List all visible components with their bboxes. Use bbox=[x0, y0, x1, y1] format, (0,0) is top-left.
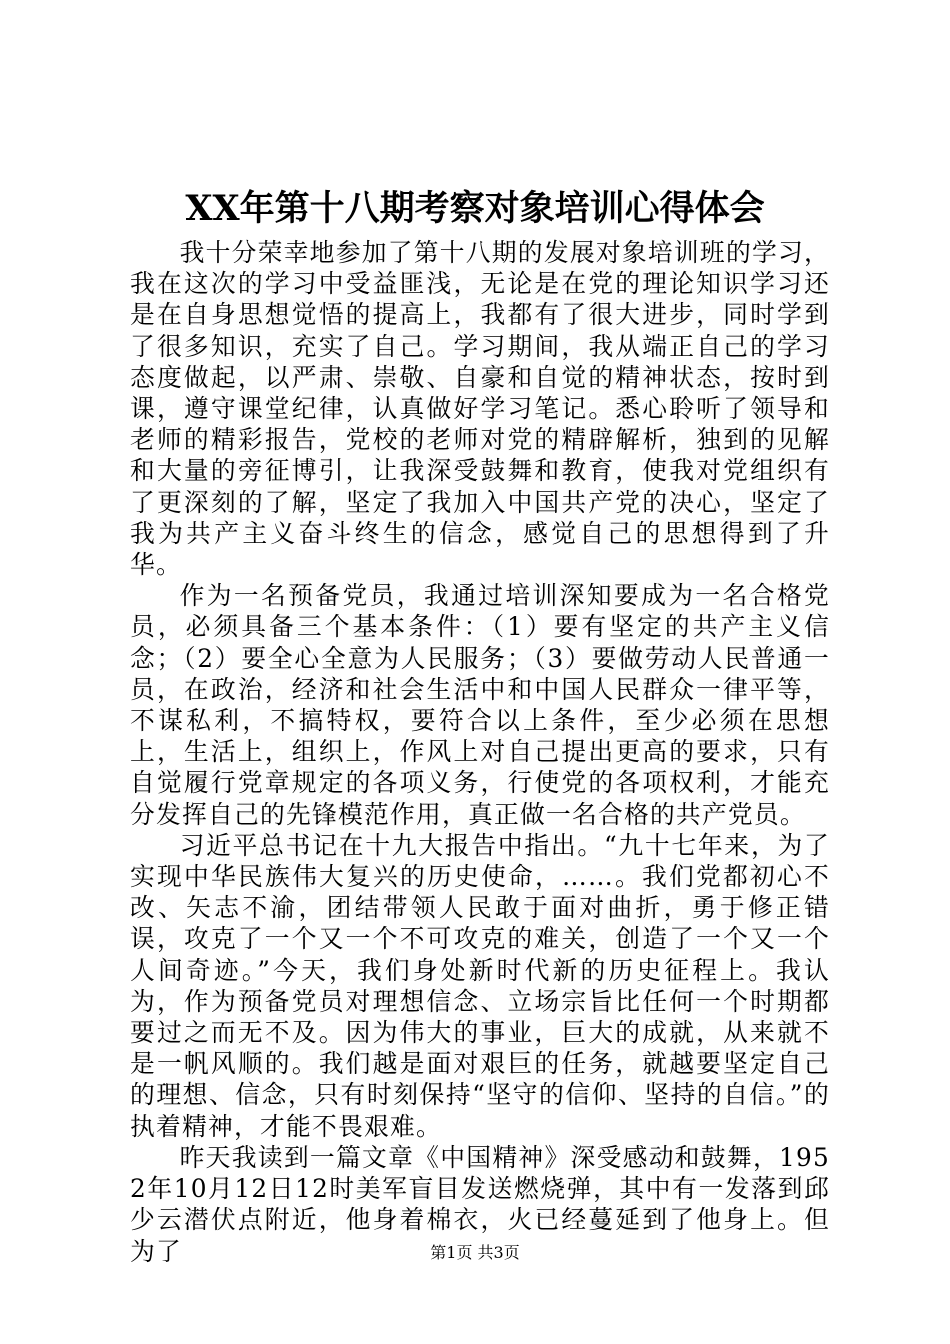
page-footer: 第1页 共3页 bbox=[430, 1243, 520, 1262]
paragraph-3: 习近平总书记在十九大报告中指出。“九十七年来，为了实现中华民族伟大复兴的历史使命，……。我们党都初心不改、矢志不渝，团结带领人民敢于面对曲折，勇于修正错误，攻克了一个又一个不可攻克的难关，创造了一个又一个人间奇迹。”今天，我们身处新时代新的历史征程上。我认为，作为预备党员对理想信念、立场宗旨比任何一个时期都要过之而无不及。因为伟大的事业，巨大的成就，从来就不是一帆风顺的。我们越是面对艰巨的任务，就越要坚定自己的理想、信念，只有时刻保持“坚守的信仰、坚持的自信。”的执着精神，才能不畏艰难。 bbox=[130, 830, 830, 1141]
paragraph-4: 昨天我读到一篇文章《中国精神》深受感动和鼓舞，1952年10月12日12时美军盲目发送燃烧弹，其中有一发落到邱少云潜伏点附近，他身着棉衣，火已经蔓延到了他身上。但为了 bbox=[130, 1142, 830, 1266]
document-title: XX年第十八期考察对象培训心得体会 bbox=[185, 188, 765, 229]
document-body bbox=[130, 237, 830, 1267]
paragraph-2: 作为一名预备党员，我通过培训深知要成为一名合格党员，必须具备三个基本条件：（1）要有坚定的共产主义信念；（2）要全心全意为人民服务；（3）要做劳动人民普通一员，在政治，经济和社会生活中和中国人民群众一律平等，不谋私利，不搞特权，要符合以上条件，至少必须在思想上，生活上，组织上，作风上对自己提出更高的要求，只有自觉履行党章规定的各项义务，行使党的各项权利，才能充分发挥自己的先锋模范作用，真正做一名合格的共产党员。 bbox=[130, 581, 830, 829]
paragraph-1: 我十分荣幸地参加了第十八期的发展对象培训班的学习，我在这次的学习中受益匪浅，无论是在党的理论知识学习还是在自身思想觉悟的提高上，我都有了很大进步，同时学到了很多知识，充实了自己。学习期间，我从端正自己的学习态度做起，以严肃、崇敬、自豪和自觉的精神状态，按时到课，遵守课堂纪律，认真做好学习笔记。悉心聆听了领导和老师的精彩报告，党校的老师对党的精辟解析，独到的见解和大量的旁征博引，让我深受鼓舞和教育，使我对党组织有了更深刻的了解，坚定了我加入中国共产党的决心，坚定了我为共产主义奋斗终生的信念，感觉自己的思想得到了升华。 bbox=[130, 238, 830, 580]
